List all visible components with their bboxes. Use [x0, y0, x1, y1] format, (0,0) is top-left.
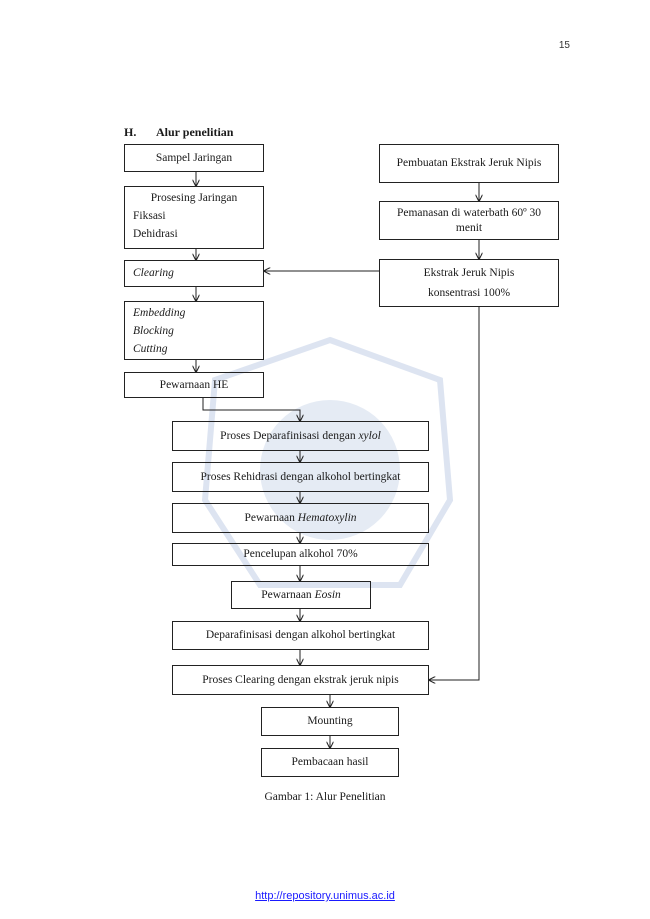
deparafinisasi-text: Proses Deparafinisasi dengan	[220, 429, 359, 442]
figure-caption: Gambar 1: Alur Penelitian	[264, 791, 386, 803]
pembuatan-label: Pembuatan Ekstrak Jeruk Nipis	[396, 157, 542, 169]
eosin-text: Pewarnaan	[261, 588, 315, 601]
embedding-item: Embedding	[133, 307, 186, 319]
box-pewarnaan-hematoxylin	[172, 503, 429, 533]
box-mounting	[261, 707, 399, 736]
page-number: 15	[558, 40, 570, 51]
deparafinisasi-emph: xylol	[358, 429, 381, 442]
box-sampel-label: Sampel Jaringan	[155, 151, 233, 164]
box-embedding-blocking-cutting	[124, 301, 264, 360]
section-heading	[124, 125, 233, 140]
box-pembuatan-ekstrak	[379, 144, 559, 183]
arrow-he-to-deparafinisasi	[203, 398, 300, 421]
box-pencelupan-alkohol	[172, 543, 429, 566]
box-pemanasan-waterbath	[379, 201, 559, 240]
cutting-item: Cutting	[133, 343, 168, 355]
blocking-item: Blocking	[133, 325, 174, 337]
ekstrak-label: Ekstrak Jeruk Nipis konsentrasi 100%	[423, 267, 515, 299]
box-clearing	[124, 260, 264, 287]
pembacaan-label: Pembacaan hasil	[291, 756, 369, 768]
box-proses-rehidrasi	[172, 462, 429, 492]
section-title: Alur penelitian	[156, 125, 234, 139]
prosesing-item-dehidrasi: Dehidrasi	[133, 228, 178, 240]
section-letter: H.	[124, 125, 137, 139]
box-pembacaan-hasil	[261, 748, 399, 777]
clearing-ekstrak-label: Proses Clearing dengan ekstrak jeruk nipis	[202, 673, 399, 686]
box-pewarnaan-eosin	[231, 581, 371, 609]
prosesing-item-fiksasi: Fiksasi	[133, 210, 166, 222]
box-proses-deparafinisasi-xylol	[172, 421, 429, 451]
box-deparafinisasi-alkohol	[172, 621, 429, 650]
box-prosesing-jaringan	[124, 186, 264, 249]
clearing-label: Clearing	[133, 267, 174, 279]
repository-link[interactable]: http://repository.unimus.ac.id	[255, 890, 395, 902]
box-pewarnaan-he	[124, 372, 264, 398]
box-ekstrak-jeruk-nipis	[379, 259, 559, 307]
prosesing-title: Prosesing Jaringan	[150, 192, 238, 204]
eosin-emph: Eosin	[314, 588, 341, 601]
pewarnaan-he-label: Pewarnaan HE	[159, 378, 229, 391]
deparafinisasi-alkohol-label: Deparafinisasi dengan alkohol bertingkat	[205, 629, 396, 641]
arrow-ekstrak-to-clearing-ekstrak	[429, 307, 479, 680]
pemanasan-label: Pemanasan di waterbath 60º 30 menit	[396, 206, 542, 234]
hematoxylin-emph: Hematoxylin	[297, 511, 357, 524]
rehidrasi-label: Proses Rehidrasi dengan alkohol bertingkat	[200, 470, 401, 483]
mounting-label: Mounting	[307, 715, 353, 727]
hematoxylin-text: Pewarnaan	[244, 511, 298, 524]
box-proses-clearing-ekstrak	[172, 665, 429, 695]
box-sampel-jaringan	[124, 144, 264, 172]
pencelupan-label: Pencelupan alkohol 70%	[243, 548, 358, 560]
